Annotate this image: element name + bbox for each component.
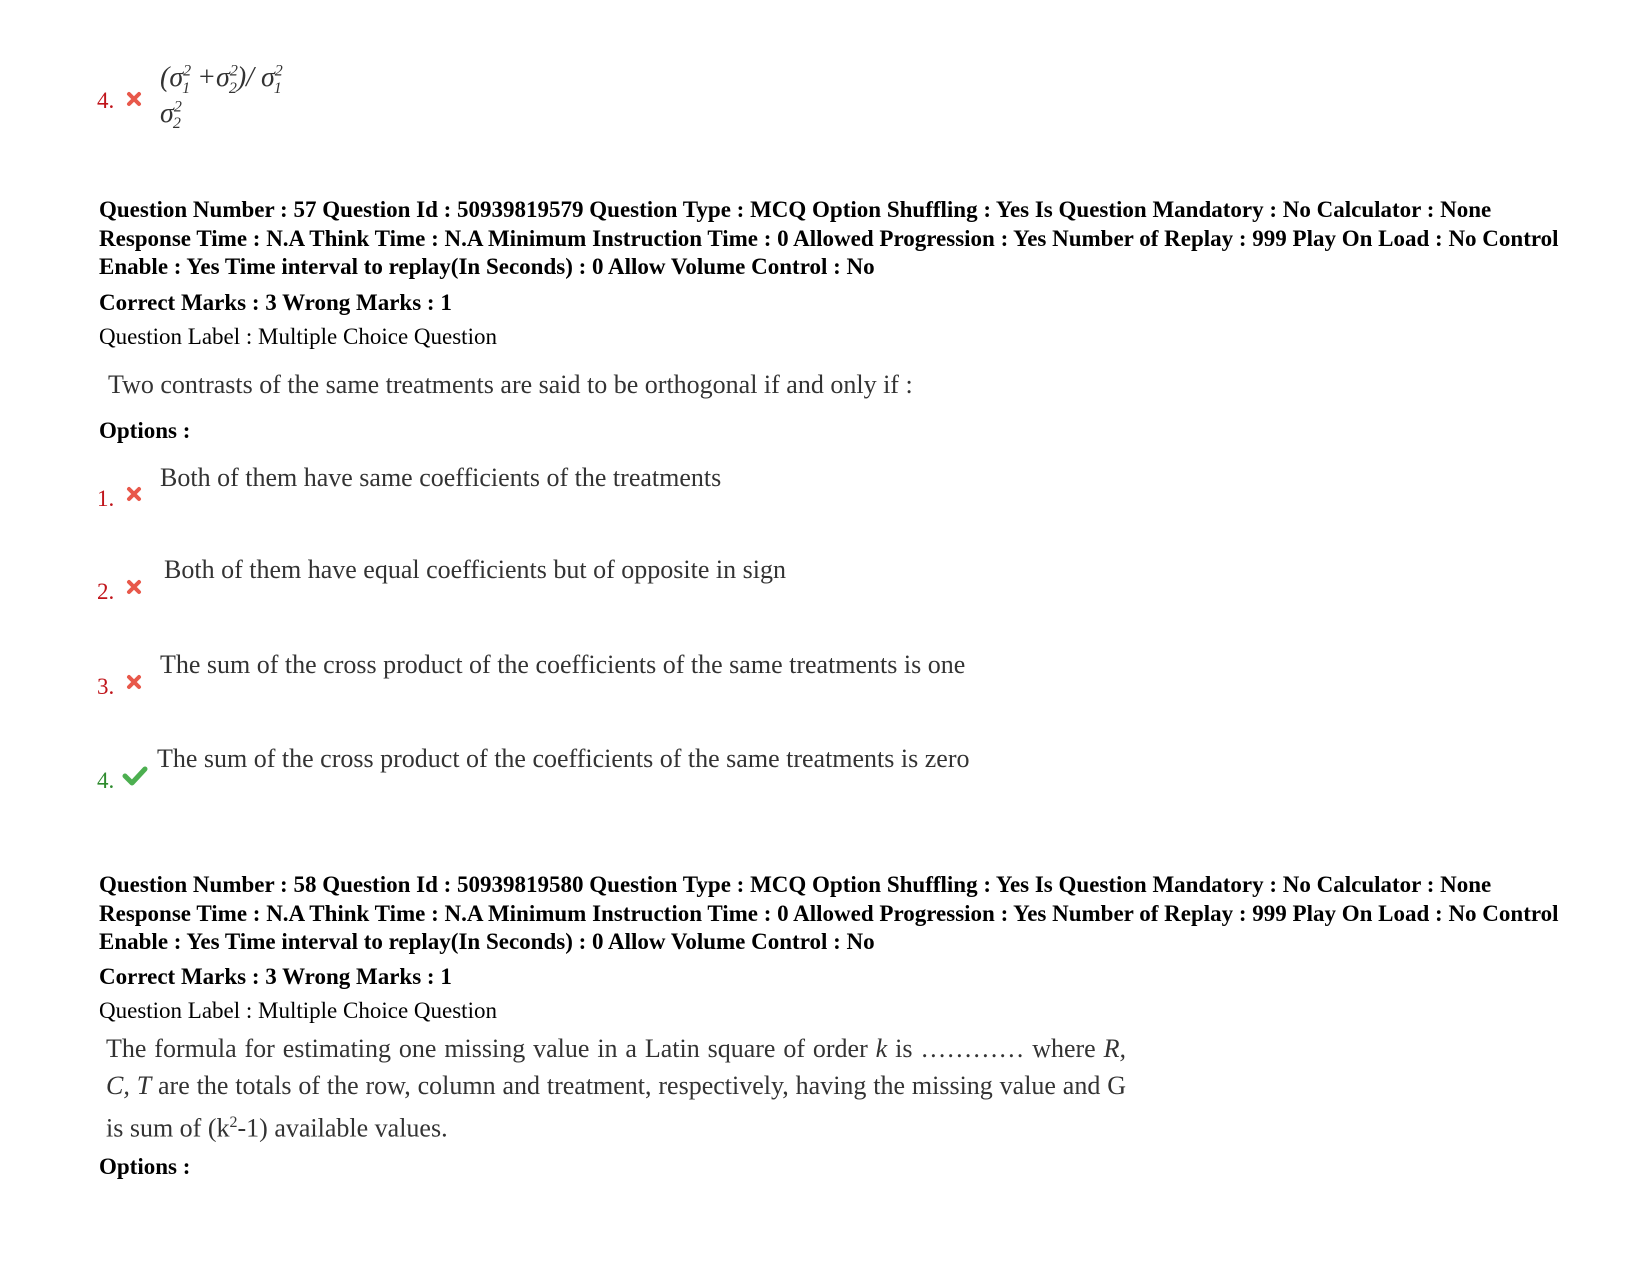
q57-label: Question Label : Multiple Choice Question	[99, 324, 497, 349]
wrong-mark-icon	[126, 674, 142, 690]
q58-label: Question Label : Multiple Choice Question	[99, 998, 497, 1023]
check-mark-icon	[122, 765, 148, 787]
q58-marks: Correct Marks : 3 Wrong Marks : 1	[99, 964, 452, 989]
q58-options-heading: Options :	[99, 1154, 191, 1179]
q57-option-2-text: Both of them have equal coefficients but of opposite in sign	[164, 555, 786, 584]
q57-option-4-text: The sum of the cross product of the coefficients of the same treatments is zero	[157, 744, 970, 773]
q57-marks: Correct Marks : 3 Wrong Marks : 1	[99, 290, 452, 315]
q57-option-2-number: 2.	[97, 579, 115, 604]
q57-option-1-text: Both of them have same coefficients of the treatments	[160, 463, 722, 492]
wrong-mark-icon	[126, 579, 142, 595]
prev-option-4-formula: $(\sigma^2_1 +\sigma^2_2)/$ $\sigma^2_1$ $\sigma^2_2$	[160, 62, 283, 133]
q57-options-heading: Options :	[99, 418, 191, 443]
wrong-mark-icon	[126, 91, 142, 107]
prev-option-4	[97, 88, 114, 114]
wrong-mark-icon	[126, 486, 142, 502]
q57-option-1-number: 1.	[97, 486, 115, 511]
q57-meta: Question Number : 57 Question Id : 50939819579 Question Type : MCQ Option Shuffling : Yes Is Question Mandatory : No Calculator : None Response Time : N.A Think Time : N.A Minimum Instruction Time : 0 Allowed Progression : Yes Number of Replay : 999 Play On Load : No Control Enable : Yes Time interval to replay(In Seconds) : 0 Allow Volume Control : No	[99, 197, 1559, 279]
q57-option-4-number: 4.	[97, 768, 115, 793]
q58-question-text: The formula for estimating one missing value in a Latin square of order k is ………… where R, C, T are the totals of the row, column and treatment, respectively, having the missing value and G is sum of $(k^2-1)$ available values.	[106, 1034, 1126, 1143]
q58-meta: Question Number : 58 Question Id : 50939819580 Question Type : MCQ Option Shuffling : Yes Is Question Mandatory : No Calculator : None Response Time : N.A Think Time : N.A Minimum Instruction Time : 0 Allowed Progression : Yes Number of Replay : 999 Play On Load : No Control Enable : Yes Time interval to replay(In Seconds) : 0 Allow Volume Control : No	[99, 872, 1559, 954]
option-number: 4.	[97, 88, 115, 113]
q57-question-text: Two contrasts of the same treatments are said to be orthogonal if and only if :	[108, 370, 913, 399]
q57-option-3-text: The sum of the cross product of the coefficients of the same treatments is one	[160, 650, 966, 679]
q57-option-3-number: 3.	[97, 674, 115, 699]
